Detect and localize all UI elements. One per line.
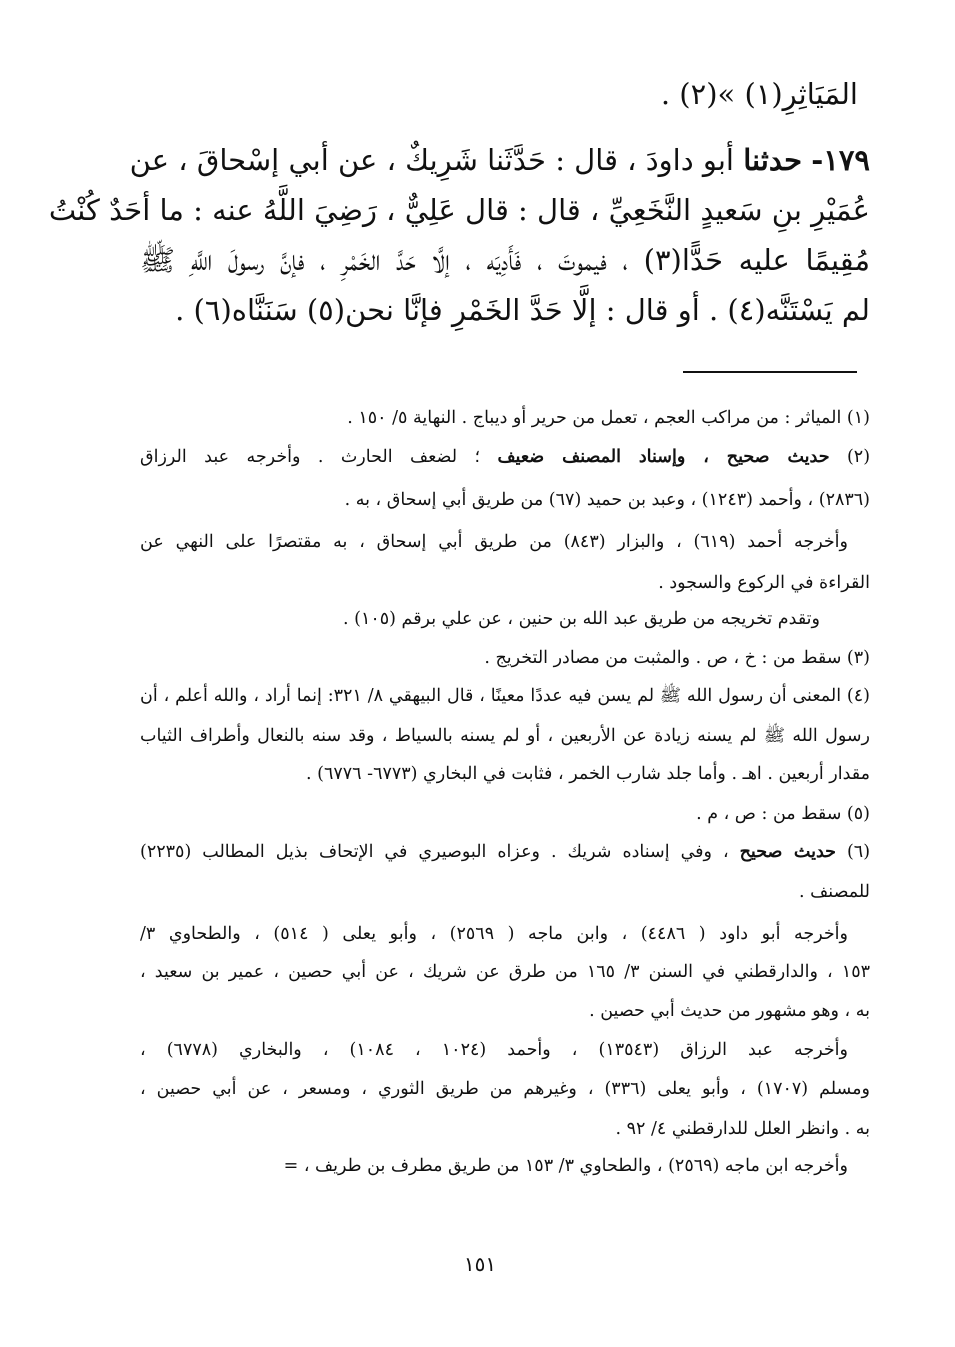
footnote-text: ومسلم (١٧٠٧) ، وأبو يعلى (٣٣٦) ، وغيرهم من طريق الثوري ، ومسعر ، عن أبي حصين ، xyxy=(140,1079,870,1099)
footnote-text: ١٥٣ ، والدارقطني في السنن ٣/ ١٦٥ من طرق عن شريك ، عن أبي حصين ، عمير بن سعيد ، xyxy=(140,962,870,982)
main-line xyxy=(48,193,870,227)
footnote-line xyxy=(140,926,848,944)
main-line-text: أبو داودَ ، قال : حَدَّثَنا شَرِيكٌ ، عن أبي إسْحاقَ ، عن xyxy=(129,143,744,177)
footnote-text: به ، وهو مشهور من حديث أبي حصين . xyxy=(589,1001,870,1021)
footnote-marker: (٢) xyxy=(829,447,871,467)
main-line xyxy=(140,243,871,277)
footnote-text: وأخرجه أبو داود ( ٤٤٨٦) ، وابن ماجه ( ٢٥٦٩) ، وأبو يعلى ( ٥١٤) ، والطحاوي ٣/ xyxy=(140,924,848,944)
footnote-text: (٢٨٣٦) ، وأحمد (١٢٤٣) ، وعبد بن حميد (٦٧) من طريق أبي إسحاق ، به . xyxy=(344,490,870,510)
footnote-line xyxy=(140,964,870,982)
footnote-text: وأخرجه عبد الرزاق (١٣٥٤٣) ، وأحمد (١٠٢٤ ، ١٠٨٤) ، والبخاري (٦٧٧٨) ، xyxy=(140,1040,848,1060)
main-line-text: المَيَاثِرِ(١) »(٢) . xyxy=(660,77,858,111)
footnote-text: (١) المياثر : من مراكب العجم ، تعمل من حرير أو ديباج . النهاية ٥/ ١٥٠ . xyxy=(347,408,870,428)
footnote-text: للمصنف . xyxy=(799,882,870,902)
footnote-line xyxy=(140,1158,848,1176)
footnote-line xyxy=(140,650,870,668)
footnote-line xyxy=(140,1003,870,1021)
footnote-line xyxy=(140,1121,870,1139)
footnote-text: مقدار أربعين . اهـ . وأما جلد شارب الخمر ، فثابت في البخاري (٦٧٧٣- ٦٧٧٦) . xyxy=(306,764,870,784)
footnote-text: وأخرجه أحمد (٦١٩) ، والبزار (٨٤٣) من طريق أبي إسحاق ، به مقتصرًا على النهي عن xyxy=(140,532,848,552)
footnote-text: (٥) سقط من : ص ، م . xyxy=(696,804,870,824)
footnote-text: وأخرجه ابن ماجه (٢٥٦٩) ، والطحاوي ٣/ ١٥٣ من طريق مطرف بن طريف ، = xyxy=(283,1156,848,1176)
footnote-text: رسول الله ﷺ لم يسنه زيادة عن الأربعين ، أو لم يسنه بالسياط ، وقد سنه بالنعال وأطراف الثياب xyxy=(140,726,870,746)
footnote-line xyxy=(140,844,870,862)
footnote-line xyxy=(140,1081,870,1099)
footnote-marker: (٦) xyxy=(835,842,871,862)
footnote-text: به . وانظر العلل للدارقطني ٤/ ٩٢ . xyxy=(615,1119,870,1139)
footnote-text: ، وفي إسناده شريك . وعزاه البوصيري في الإتحاف بذيل المطالب (٢٢٣٥) xyxy=(140,842,740,862)
footnote-bold: حديث صحيح xyxy=(739,842,836,862)
footnote-separator xyxy=(683,371,857,373)
main-line xyxy=(140,77,858,111)
footnote-text: (٣) سقط من : خ ، ص . والمثبت من مصادر التخريج . xyxy=(484,648,870,668)
footnote-text: (٤) المعنى أن رسول الله ﷺ لم يسن فيه عددًا معينًا ، قال البيهقي ٨/ ٣٢١: إنما أراد ، والله أعلم ، أن xyxy=(140,686,870,706)
footnote-line xyxy=(140,766,870,784)
footnote-line xyxy=(140,611,820,629)
hadith-number: ١٧٩- xyxy=(811,143,870,177)
footnote-line xyxy=(140,449,870,467)
footnote-bold: حديث صحيح ، وإسناد المصنف ضعيف xyxy=(497,447,830,467)
footnote-line xyxy=(140,884,870,902)
page-number: ١٥١ xyxy=(463,1252,497,1276)
main-line-text: لم يَسْتَنَّه(٤) . أو قال : إلَّا حَدَّ الخَمْرِ فإنَّا نحن(٥) سَنَنَّاه(٦) . xyxy=(175,293,870,327)
footnote-line xyxy=(140,1042,848,1060)
hadith-opening-line xyxy=(129,143,870,177)
footnote-text: ؛ لضعف الحارث . وأخرجه عبد الرزاق xyxy=(140,447,498,467)
main-line-text: عُمَيْرِ بنِ سَعيدٍ النَّخَعِيِّ ، قال : قال عَلِيٌّ ، رَضِيَ اللَّهُ عنه : ما أحَدٌ كُنْتُ xyxy=(48,193,870,227)
footnote-text: القراءة في الركوع والسجود . xyxy=(658,573,870,593)
footnote-line xyxy=(140,728,870,746)
footnote-line xyxy=(140,575,870,593)
footnote-text: وتقدم تخريجه من طريق عبد الله بن حنين ، عن علي برقم (١٠٥) . xyxy=(343,609,820,629)
footnote-line xyxy=(140,688,870,706)
hadith-lead: حدثنا xyxy=(743,143,802,177)
main-line xyxy=(175,293,870,327)
footnote-line xyxy=(140,410,870,428)
footnote-line xyxy=(140,534,848,552)
footnote-line xyxy=(140,806,870,824)
main-line-text: مُقِيمًا عليه حَدًّا(٣) ، فيموتَ ، فَأَدِيَه ، إلَّا حَدَّ الخَمْرِ ، فإنَّ رسولَ اللَّهِ ﷺ xyxy=(140,243,871,277)
footnote-line xyxy=(140,492,870,510)
